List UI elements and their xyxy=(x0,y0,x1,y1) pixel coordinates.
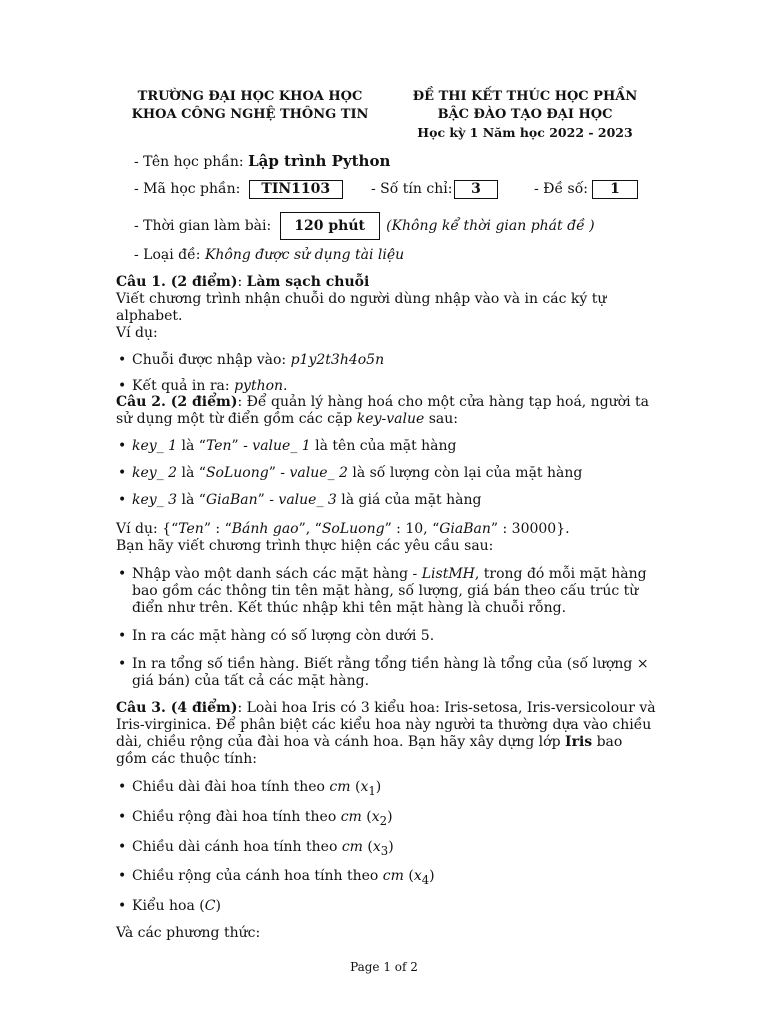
question-2: Câu 2. (2 điểm): Để quản lý hàng hoá cho một cửa hàng tạp hoá, người ta sử dụng một từ điển gồm các cặp key-value sau: • key_ 1 là “Ten” - value_ 1 là tên của mặt hàng • key_ 2 là “SoLuong” - value_ 2 là số lượng còn lại của mặt hàng • key_ 3 là “GiaBan” - value_ 3 là giá của mặt hàng Ví dụ: {“Ten” : “Bánh gao”, “SoLuong” : 10, “GiaBan” : 30000}. Bạn hãy viết chương trình thực hiện các yêu cầu sau: • Nhập vào một danh sách các mặt hàng - ListMH, trong đó mỗi mặt hàng bao gồm các thông tin tên mặt hàng, số lượng, giá bán theo cấu trúc từ điển như trên. Kết thúc nhập khi tên mặt hàng là chuỗi rỗng. • In ra các mặt hàng có số lượng còn dưới 5. • In ra tổng số tiền hàng. Biết rằng tổng tiền hàng là tổng của (số lượng × giá bán) của tất cả các mặt hàng. xyxy=(116,394,656,690)
class-name: Iris xyxy=(565,734,593,750)
question-2-requirements-intro: Bạn hãy viết chương trình thực hiện các yêu cầu sau: xyxy=(116,538,494,554)
list-item: • Chuỗi được nhập vào: p1y2t3h4o5n xyxy=(116,352,656,369)
question-2-example: Ví dụ: {“Ten” : “Bánh gao”, “SoLuong” : 10, “GiaBan” : 30000}. xyxy=(116,521,570,537)
course-name-label: - Tên học phần: xyxy=(134,154,244,170)
list-item: • key_ 1 là “Ten” - value_ 1 là tên của mặt hàng xyxy=(116,438,656,455)
exam-number-box: 1 xyxy=(592,180,638,199)
list-item: • Nhập vào một danh sách các mặt hàng - ListMH, trong đó mỗi mặt hàng bao gồm các thông tin tên mặt hàng, số lượng, giá bán theo cấu trúc từ điển như trên. Kết thúc nhập khi tên mặt hàng là chuỗi rỗng. xyxy=(116,566,656,617)
exam-type-row xyxy=(134,245,404,265)
duration-row xyxy=(134,212,595,240)
question-2-requirements xyxy=(116,566,656,690)
duration-box: 120 phút xyxy=(280,212,380,240)
question-1 xyxy=(116,274,656,395)
course-name-row xyxy=(134,151,390,172)
question-1-colon: : xyxy=(237,274,243,290)
list-item: • key_ 3 là “GiaBan” - value_ 3 là giá của mặt hàng xyxy=(116,492,656,509)
example-input-value: p1y2t3h4o5n xyxy=(290,352,385,368)
list-item: • Chiều rộng đài hoa tính theo cm $(x_2)$ xyxy=(116,809,656,830)
faculty-name: KHOA CÔNG NGHỆ THÔNG TIN xyxy=(131,107,369,122)
page-number: Page 1 of 2 xyxy=(350,960,418,974)
semester: Học kỳ 1 Năm học 2022 - 2023 xyxy=(417,125,633,140)
list-item: • Chiều rộng của cánh hoa tính theo cm $(x_4)$ xyxy=(116,868,656,889)
question-2-text-a: : Để quản lý hàng hoá cho một cửa hàng tạp hoá, người ta sử dụng một từ điển gồm các cặp xyxy=(116,394,650,427)
credits-label: - Số tín chỉ: xyxy=(371,181,453,197)
course-name: Lập trình Python xyxy=(248,152,391,170)
list-item: • In ra tổng số tiền hàng. Biết rằng tổng tiền hàng là tổng của (số lượng × giá bán) của tất cả các mặt hàng. xyxy=(116,656,656,690)
exam-title-block xyxy=(395,88,655,142)
question-1-topic: Làm sạch chuỗi xyxy=(246,274,370,290)
iris-attributes xyxy=(116,779,656,915)
exam-number-label: - Đề số: xyxy=(534,181,589,197)
exam-type-label: - Loại đề: xyxy=(134,247,201,263)
duration-note: (Không kể thời gian phát đề ) xyxy=(386,218,595,234)
list-item: • Kiểu hoa (C) xyxy=(116,898,656,915)
question-1-text: Viết chương trình nhận chuỗi do người dùng nhập vào và in các ký tự alphabet. xyxy=(116,291,607,324)
duration-label: - Thời gian làm bài: xyxy=(134,218,272,234)
list-item: • key_ 2 là “SoLuong” - value_ 2 là số lượng còn lại của mặt hàng xyxy=(116,465,656,482)
institution-block xyxy=(110,88,390,124)
credits-box: 3 xyxy=(454,180,498,199)
key-value-term: key-value xyxy=(356,411,425,427)
methods-intro: Và các phương thức: xyxy=(116,925,261,942)
question-3-title: Câu 3. (4 điểm) xyxy=(116,700,238,716)
education-level: BẬC ĐÀO TẠO ĐẠI HỌC xyxy=(437,107,613,122)
dictionary-pairs xyxy=(116,438,656,509)
university-name: TRƯỜNG ĐẠI HỌC KHOA HỌC xyxy=(137,89,363,104)
question-3: Câu 3. (4 điểm): Loài hoa Iris có 3 kiểu hoa: Iris-setosa, Iris-versicolour và Iris-virginica. Để phân biệt các kiểu hoa này người ta thường dựa vào chiều dài, chiều rộng của đài hoa và cánh hoa. Bạn hãy xây dựng lớp Iris bao gồm các thuộc tính: • Chiều dài đài hoa tính theo cm $(x_1)$ • Chiều rộng đài hoa tính theo cm $(x_2)$ • Chiều dài cánh hoa tính theo cm $(x_3)$ • Chiều rộng của cánh hoa tính theo cm $(x_4)$ • Kiểu hoa (C) Và các phương thức: xyxy=(116,700,656,942)
course-code-row xyxy=(134,179,654,199)
course-code-label: - Mã học phần: xyxy=(134,181,241,197)
exam-title: ĐỀ THI KẾT THÚC HỌC PHẦN xyxy=(412,89,638,104)
question-2-title: Câu 2. (2 điểm) xyxy=(116,394,238,410)
list-item: • In ra các mặt hàng có số lượng còn dưới 5. xyxy=(116,628,656,645)
course-code-box: TIN1103 xyxy=(249,180,343,199)
question-1-examples xyxy=(116,352,656,395)
question-1-title: Câu 1. (2 điểm) xyxy=(116,274,238,290)
exam-type: Không được sử dụng tài liệu xyxy=(204,247,405,263)
list-item: • Chiều dài đài hoa tính theo cm $(x_1)$ xyxy=(116,779,656,800)
example-output-value: python xyxy=(234,378,284,394)
list-item: • Kết quả in ra: python. xyxy=(116,378,656,395)
list-item: • Chiều dài cánh hoa tính theo cm $(x_3)$ xyxy=(116,839,656,860)
question-1-example-label: Ví dụ: xyxy=(116,325,158,341)
